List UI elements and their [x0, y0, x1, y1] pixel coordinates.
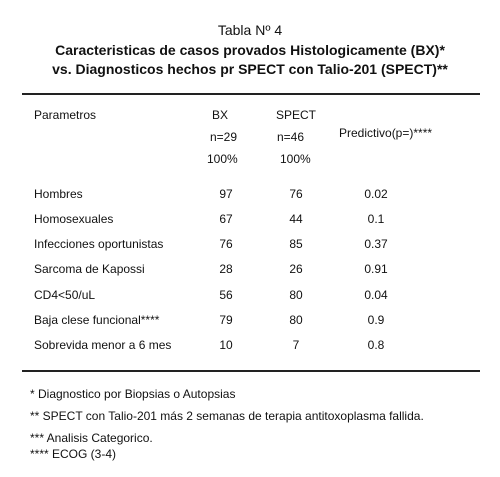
- bottom-rule: [22, 370, 480, 372]
- row-p: 0.1: [367, 212, 385, 226]
- header-spect-percent: 100%: [280, 152, 311, 166]
- header-bx: BX: [212, 108, 229, 122]
- row-bx: 10: [219, 338, 233, 352]
- row-param: CD4<50/uL: [34, 288, 96, 302]
- row-p: 0.04: [364, 288, 388, 302]
- header-spect-n: n=46: [277, 130, 305, 144]
- top-rule: [22, 93, 480, 95]
- header-spect: SPECT: [276, 108, 317, 122]
- row-spect: 85: [289, 237, 303, 251]
- row-param: Sobrevida menor a 6 mes: [34, 338, 172, 352]
- row-param: Homosexuales: [34, 212, 114, 226]
- row-param: Baja clese funcional****: [34, 313, 160, 327]
- row-spect: 7: [292, 338, 300, 352]
- footnote: * Diagnostico por Biopsias o Autopsias: [30, 387, 236, 401]
- row-param: Hombres: [34, 187, 83, 201]
- row-spect: 80: [289, 313, 303, 327]
- row-bx: 28: [219, 262, 233, 276]
- row-p: 0.91: [364, 262, 388, 276]
- row-spect: 76: [289, 187, 303, 201]
- row-p: 0.02: [364, 187, 388, 201]
- row-param: Infecciones oportunistas: [34, 237, 164, 251]
- header-parametros: Parametros: [34, 108, 97, 122]
- footnote: **** ECOG (3-4): [30, 447, 117, 461]
- row-p: 0.8: [367, 338, 385, 352]
- header-bx-n: n=29: [210, 130, 238, 144]
- row-spect: 44: [289, 212, 303, 226]
- footnote: *** Analisis Categorico.: [30, 431, 153, 445]
- table-title: Caracteristicas de casos provados Histologicamente (BX)*: [55, 42, 445, 58]
- row-param: Sarcoma de Kapossi: [34, 262, 145, 276]
- row-bx: 97: [219, 187, 233, 201]
- row-p: 0.9: [367, 313, 385, 327]
- row-bx: 76: [219, 237, 233, 251]
- header-predictivo: Predictivo(p=)****: [339, 126, 433, 140]
- row-spect: 26: [289, 262, 303, 276]
- table-subtitle: vs. Diagnosticos hechos pr SPECT con Talio-201 (SPECT)**: [52, 61, 448, 77]
- row-spect: 80: [289, 288, 303, 302]
- header-bx-percent: 100%: [207, 152, 238, 166]
- row-bx: 67: [219, 212, 233, 226]
- row-p: 0.37: [364, 237, 388, 251]
- footnote: ** SPECT con Talio-201 más 2 semanas de terapia antitoxoplasma fallida.: [30, 409, 424, 423]
- row-bx: 56: [219, 288, 233, 302]
- row-bx: 79: [219, 313, 233, 327]
- table-number: Tabla Nº 4: [217, 22, 283, 38]
